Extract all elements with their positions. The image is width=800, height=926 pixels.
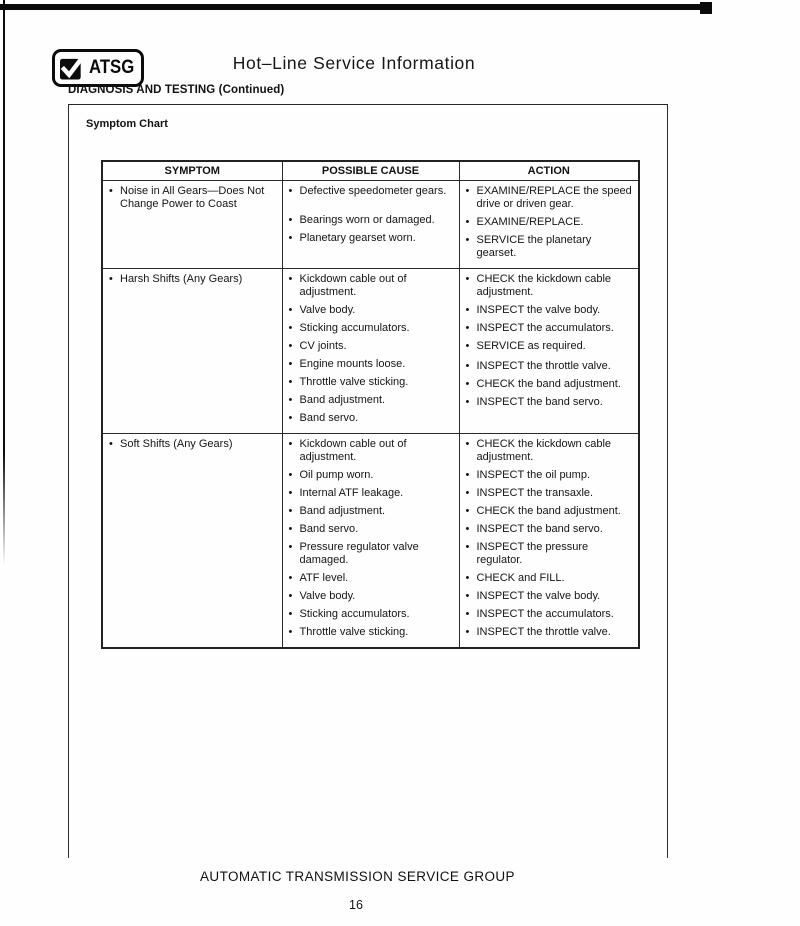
table-header-row — [102, 161, 639, 180]
symptom-cell — [102, 433, 282, 648]
bullet-icon: • — [288, 393, 293, 406]
bullet-text: INSPECT the band servo. — [476, 395, 603, 408]
bullet-icon: • — [465, 468, 470, 481]
bullet-icon: • — [465, 233, 470, 246]
logo-text: ATSG — [89, 57, 135, 78]
bullet-icon: • — [465, 272, 470, 285]
bullet-item — [466, 322, 635, 335]
possible-cause-cell — [282, 180, 459, 268]
bullet-text: EXAMINE/REPLACE the speed drive or driven gear. — [476, 184, 632, 210]
bullet-icon: • — [288, 339, 293, 352]
bullet-text: Defective speedometer gears. — [299, 184, 447, 197]
bullet-text: Sticking accumulators. — [299, 321, 410, 334]
bullet-item — [466, 469, 635, 482]
bullet-text: Throttle valve sticking. — [299, 625, 409, 638]
bullet-icon: • — [465, 377, 470, 390]
symptom-cell — [102, 180, 282, 268]
section-heading: DIAGNOSIS AND TESTING (Continued) — [68, 84, 285, 96]
symptom-cell — [102, 268, 282, 433]
bullet-item — [289, 608, 455, 621]
bullet-item — [289, 304, 455, 317]
bullet-text: INSPECT the band servo. — [476, 522, 603, 535]
bullet-item — [466, 273, 635, 299]
bullet-icon: • — [288, 213, 293, 226]
bullet-item — [289, 505, 455, 518]
bullet-item — [466, 304, 635, 317]
bullet-item — [466, 360, 635, 373]
possible-cause-cell — [282, 268, 459, 433]
bullet-text: EXAMINE/REPLACE. — [476, 215, 584, 228]
bullet-icon: • — [288, 411, 293, 424]
footer-organization: AUTOMATIC TRANSMISSION SERVICE GROUP — [200, 869, 515, 884]
bullet-item — [289, 214, 455, 227]
bullet-icon: • — [465, 607, 470, 620]
bullet-icon: • — [288, 625, 293, 638]
bullet-item — [289, 322, 455, 335]
bullet-text: Band servo. — [299, 411, 359, 424]
bullet-text: Planetary gearset worn. — [299, 231, 416, 244]
bullet-text: Internal ATF leakage. — [299, 486, 404, 499]
bullet-text: Sticking accumulators. — [299, 607, 410, 620]
bullet-icon: • — [288, 589, 293, 602]
bullet-text: INSPECT the oil pump. — [476, 468, 591, 481]
bullet-item — [289, 523, 455, 536]
bullet-icon: • — [465, 184, 470, 197]
action-cell — [459, 180, 639, 268]
bullet-item — [289, 572, 455, 585]
bullet-icon: • — [109, 272, 113, 285]
bullet-icon: • — [465, 321, 470, 334]
chart-title: Symptom Chart — [86, 118, 168, 130]
bullet-text: Band adjustment. — [299, 504, 386, 517]
bullet-icon: • — [288, 437, 293, 450]
table-row — [102, 180, 639, 268]
bullet-text: Oil pump worn. — [299, 468, 374, 481]
bullet-icon: • — [465, 540, 470, 553]
bullet-icon: • — [288, 504, 293, 517]
bullet-item — [466, 438, 635, 464]
bullet-icon: • — [288, 375, 293, 388]
bullet-icon: • — [465, 395, 470, 408]
scan-edge-left — [3, 0, 5, 565]
bullet-item — [289, 358, 455, 371]
bullet-item — [289, 232, 455, 245]
bullet-text: Engine mounts loose. — [299, 357, 406, 370]
column-header-possible-cause: POSSIBLE CAUSE — [282, 161, 459, 180]
scan-edge-top — [0, 4, 711, 10]
page-number: 16 — [349, 898, 363, 912]
bullet-icon: • — [465, 339, 470, 352]
bullet-icon: • — [288, 303, 293, 316]
bullet-item — [289, 487, 455, 500]
bullet-text: Pressure regulator valve damaged. — [299, 540, 419, 566]
bullet-item — [109, 273, 278, 286]
bullet-item — [466, 396, 635, 409]
column-header-symptom: SYMPTOM — [102, 161, 282, 180]
bullet-item — [289, 438, 455, 464]
bullet-text: CHECK and FILL. — [476, 571, 565, 584]
bullet-text: INSPECT the throttle valve. — [476, 359, 611, 372]
table-row — [102, 433, 639, 648]
bullet-icon: • — [288, 540, 293, 553]
bullet-icon: • — [465, 303, 470, 316]
bullet-text: Kickdown cable out of adjustment. — [299, 437, 407, 463]
bullet-text: Band adjustment. — [299, 393, 386, 406]
bullet-icon: • — [288, 486, 293, 499]
bullet-icon: • — [465, 437, 470, 450]
possible-cause-cell — [282, 433, 459, 648]
bullet-icon: • — [288, 231, 293, 244]
bullet-icon: • — [465, 215, 470, 228]
symptom-chart-panel — [68, 104, 668, 858]
bullet-item — [466, 378, 635, 391]
bullet-text: Band servo. — [299, 522, 359, 535]
bullet-text: INSPECT the accumulators. — [476, 607, 614, 620]
bullet-item — [466, 523, 635, 536]
bullet-text: Soft Shifts (Any Gears) — [120, 437, 233, 450]
bullet-text: CHECK the band adjustment. — [476, 377, 621, 390]
bullet-icon: • — [465, 359, 470, 372]
bullet-icon: • — [288, 468, 293, 481]
bullet-text: Throttle valve sticking. — [299, 375, 409, 388]
bullet-item — [289, 541, 455, 567]
bullet-icon: • — [465, 522, 470, 535]
bullet-icon: • — [288, 607, 293, 620]
bullet-text: INSPECT the valve body. — [476, 303, 601, 316]
bullet-icon: • — [465, 504, 470, 517]
symptom-table-body — [102, 180, 639, 648]
bullet-item — [466, 541, 635, 567]
bullet-text: SERVICE as required. — [476, 339, 586, 352]
bullet-icon: • — [288, 321, 293, 334]
bullet-item — [466, 487, 635, 500]
bullet-icon: • — [288, 184, 293, 197]
column-header-action: ACTION — [459, 161, 639, 180]
bullet-text: CHECK the kickdown cable adjustment. — [476, 437, 612, 463]
bullet-item — [289, 394, 455, 407]
bullet-icon: • — [109, 184, 113, 197]
bullet-text: ATF level. — [299, 571, 349, 584]
bullet-item — [466, 572, 635, 585]
bullet-text: Kickdown cable out of adjustment. — [299, 272, 407, 298]
bullet-text: Valve body. — [299, 303, 356, 316]
bullet-item — [289, 626, 455, 639]
bullet-item — [466, 590, 635, 603]
bullet-text: INSPECT the pressure regulator. — [476, 540, 589, 566]
bullet-item — [109, 185, 278, 211]
bullet-item — [466, 505, 635, 518]
bullet-icon: • — [109, 437, 113, 450]
bullet-item — [466, 216, 635, 229]
bullet-icon: • — [465, 589, 470, 602]
symptom-table — [101, 160, 640, 649]
bullet-icon: • — [465, 571, 470, 584]
bullet-text: CHECK the kickdown cable adjustment. — [476, 272, 612, 298]
bullet-item — [109, 438, 278, 451]
bullet-item — [466, 340, 635, 353]
bullet-item — [289, 185, 455, 198]
bullet-text: CV joints. — [299, 339, 347, 352]
table-row — [102, 268, 639, 433]
bullet-text: Bearings worn or damaged. — [299, 213, 435, 226]
bullet-text: INSPECT the valve body. — [476, 589, 601, 602]
bullet-text: SERVICE the planetary gearset. — [476, 233, 592, 259]
bullet-item — [289, 469, 455, 482]
bullet-item — [466, 608, 635, 621]
bullet-text: INSPECT the throttle valve. — [476, 625, 611, 638]
bullet-item — [289, 340, 455, 353]
action-cell — [459, 433, 639, 648]
bullet-item — [466, 185, 635, 211]
bullet-icon: • — [288, 571, 293, 584]
bullet-text: Valve body. — [299, 589, 356, 602]
bullet-text: Harsh Shifts (Any Gears) — [120, 272, 243, 285]
bullet-item — [289, 412, 455, 425]
bullet-text: Noise in All Gears—Does Not Change Power to Coast — [120, 184, 265, 210]
bullet-icon: • — [465, 625, 470, 638]
bullet-icon: • — [288, 357, 293, 370]
bullet-item — [289, 273, 455, 299]
bullet-text: INSPECT the accumulators. — [476, 321, 614, 334]
scan-edge-top-blob — [700, 2, 712, 14]
bullet-icon: • — [288, 272, 293, 285]
page-title: Hot–Line Service Information — [232, 53, 476, 73]
bullet-text: INSPECT the transaxle. — [476, 486, 594, 499]
bullet-icon: • — [465, 486, 470, 499]
action-cell — [459, 268, 639, 433]
bullet-item — [466, 626, 635, 639]
bullet-item — [466, 234, 635, 260]
bullet-item — [289, 376, 455, 389]
bullet-text: CHECK the band adjustment. — [476, 504, 621, 517]
bullet-icon: • — [288, 522, 293, 535]
bullet-item — [289, 590, 455, 603]
